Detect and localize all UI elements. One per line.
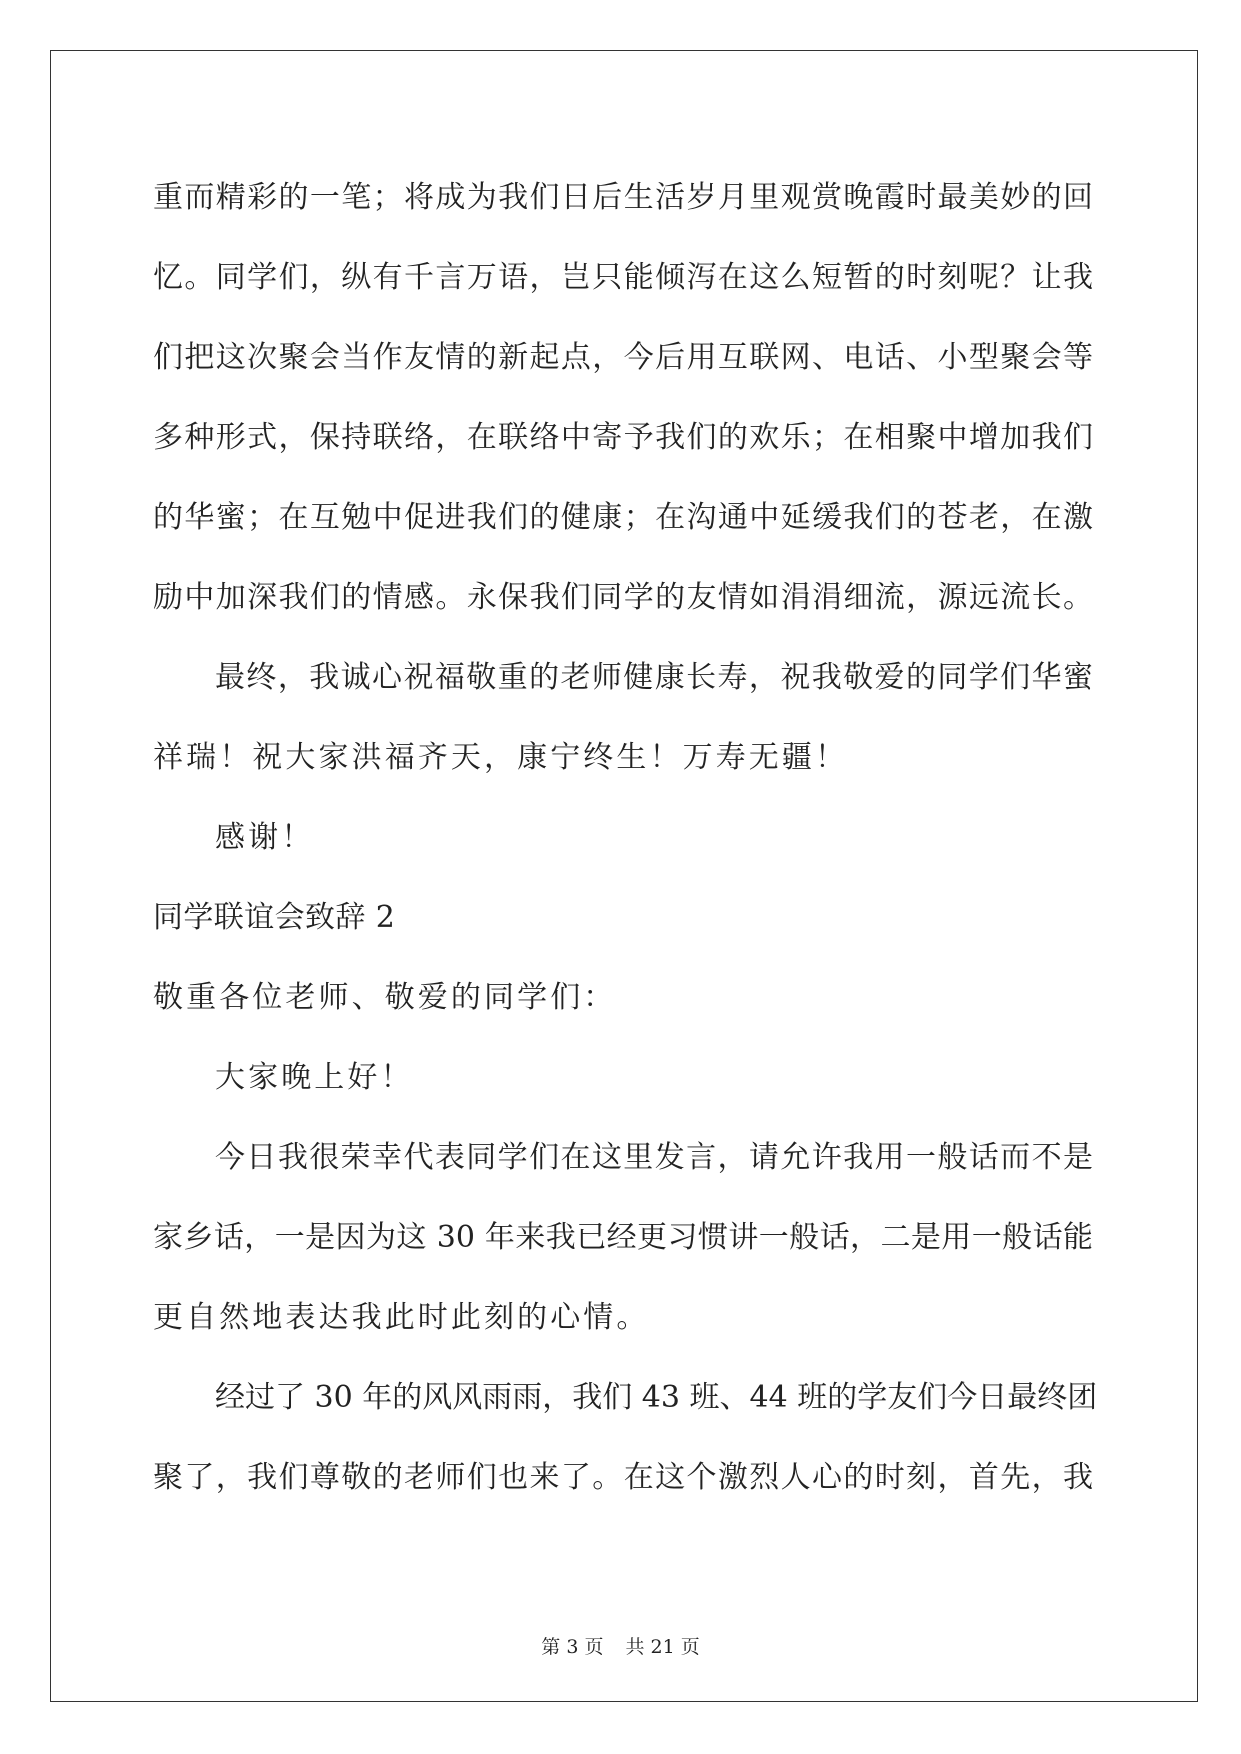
body-line: 多种形式，保持联络，在联络中寄予我们的欢乐；在相聚中增加我们 <box>153 420 1093 455</box>
body-line: 更自然地表达我此时此刻的心情。 <box>153 1300 650 1335</box>
body-line: 聚了，我们尊敬的老师们也来了。在这个激烈人心的时刻，首先，我 <box>153 1460 1093 1495</box>
body-line: 忆。同学们，纵有千言万语，岂只能倾泻在这么短暂的时刻呢？让我 <box>153 260 1093 295</box>
body-line: 们把这次聚会当作友情的新起点，今后用互联网、电话、小型聚会等 <box>153 340 1093 375</box>
paragraph-first-line: 感谢！ <box>215 820 315 855</box>
body-line: 励中加深我们的情感。永保我们同学的友情如涓涓细流，源远流长。 <box>153 580 1093 615</box>
body-line: 祥瑞！祝大家洪福齐天，康宁终生！万寿无疆！ <box>153 740 849 775</box>
paragraph-first-line: 大家晚上好！ <box>215 1060 414 1095</box>
section-heading: 同学联谊会致辞 2 <box>153 900 396 935</box>
total-pages: 共 21 页 <box>625 1636 700 1658</box>
paragraph-first-line: 最终，我诚心祝福敬重的老师健康长寿，祝我敬爱的同学们华蜜 <box>215 660 1093 695</box>
body-line: 家乡话，一是因为这 30 年来我已经更习惯讲一般话，二是用一般话能 <box>153 1220 1093 1255</box>
current-page-number: 第 3 页 <box>541 1636 604 1658</box>
page-footer <box>0 1632 1241 1659</box>
paragraph-first-line: 今日我很荣幸代表同学们在这里发言，请允许我用一般话而不是 <box>215 1140 1093 1175</box>
paragraph-first-line: 经过了 30 年的风风雨雨，我们 43 班、44 班的学友们今日最终团 <box>215 1380 1098 1415</box>
body-line: 重而精彩的一笔；将成为我们日后生活岁月里观赏晚霞时最美妙的回 <box>153 180 1093 215</box>
body-line: 的华蜜；在互勉中促进我们的健康；在沟通中延缓我们的苍老，在激 <box>153 500 1093 535</box>
salutation: 敬重各位老师、敬爱的同学们： <box>153 980 617 1015</box>
document-body <box>153 158 1098 1518</box>
